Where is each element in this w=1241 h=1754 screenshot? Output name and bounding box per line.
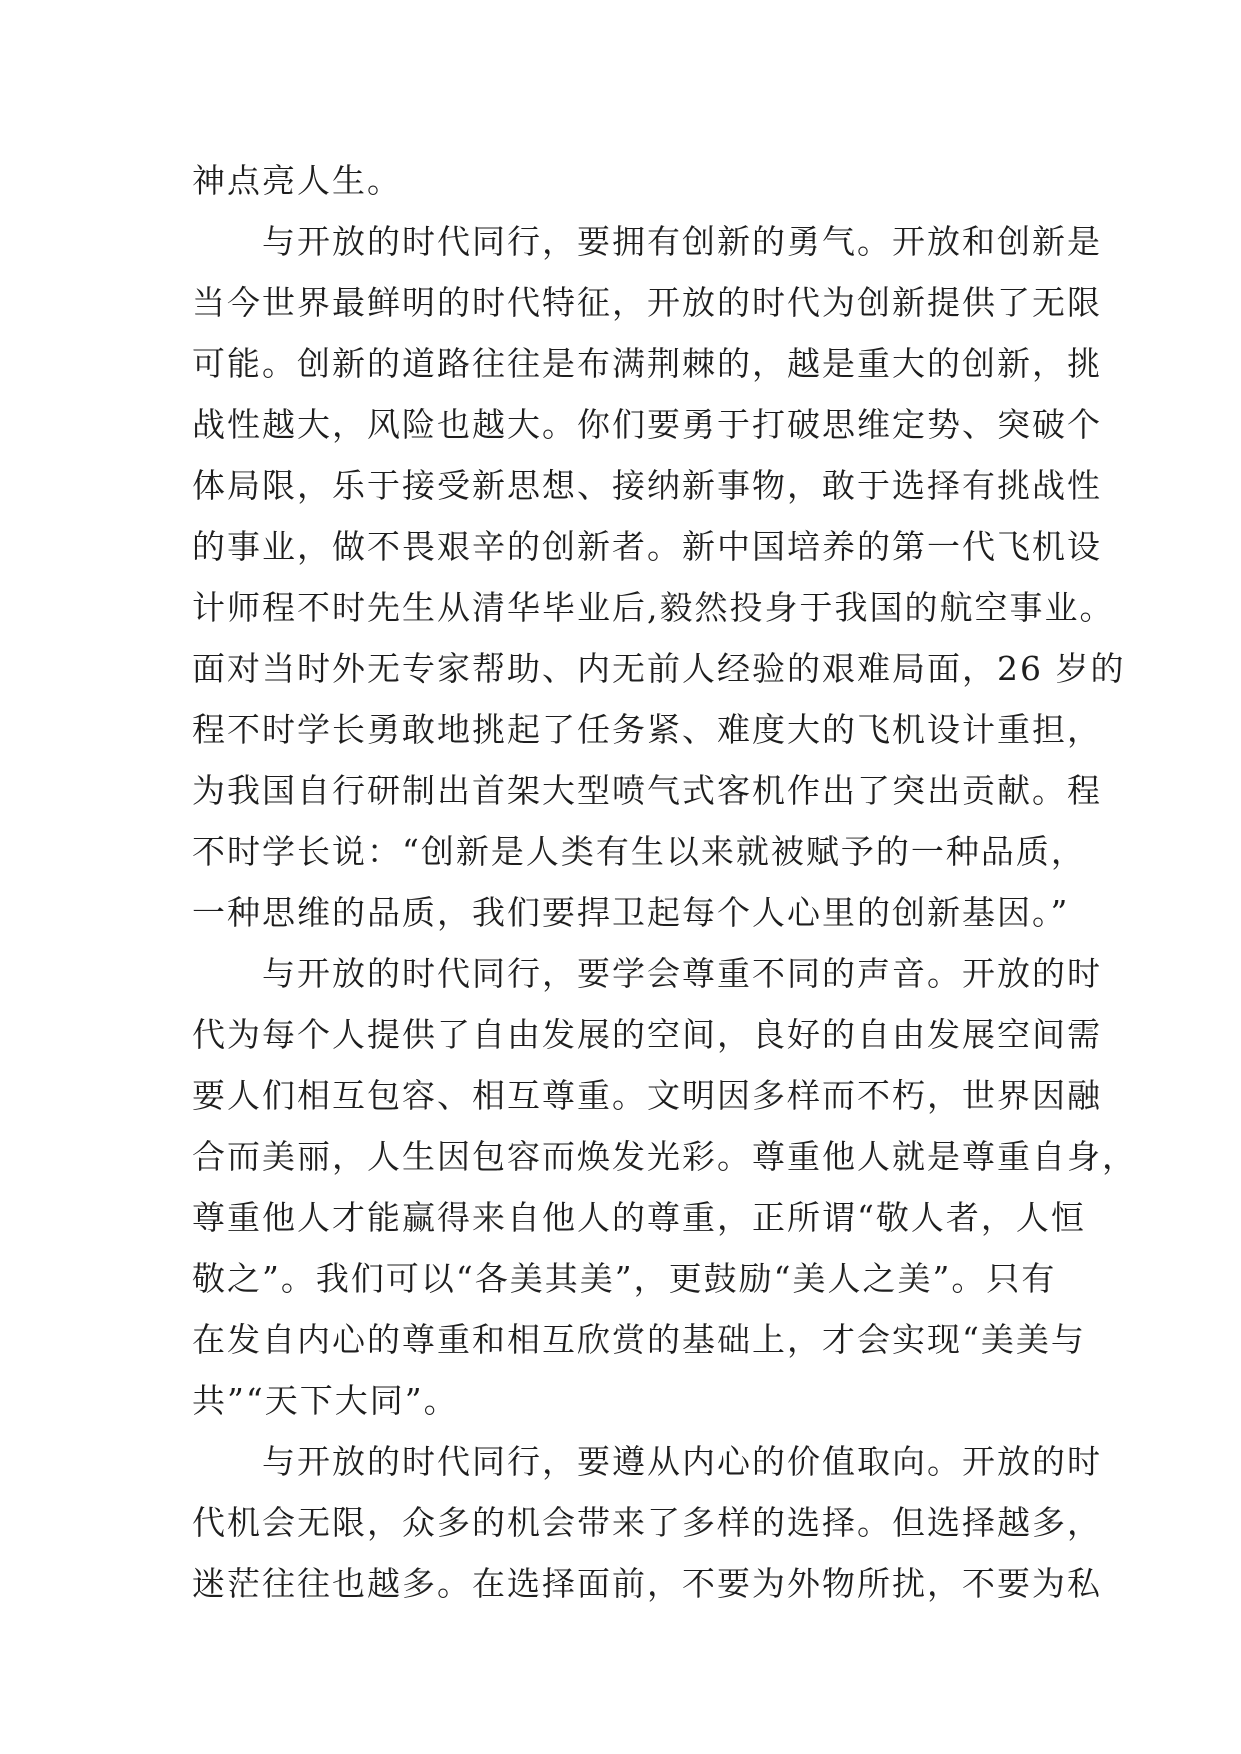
- text-line: 与开放的时代同行，要学会尊重不同的声音。开放的时: [262, 954, 1102, 993]
- text-line: 与开放的时代同行，要拥有创新的勇气。开放和创新是: [262, 222, 1102, 261]
- text-line: 神点亮人生。: [192, 161, 402, 200]
- text-line: 共”“天下大同”。: [192, 1381, 459, 1420]
- text-line: 当今世界最鲜明的时代特征，开放的时代为创新提供了无限: [192, 283, 1102, 322]
- text-line: 的事业，做不畏艰辛的创新者。新中国培养的第一代飞机设: [192, 527, 1102, 566]
- text-line: 为我国自行研制出首架大型喷气式客机作出了突出贡献。程: [192, 771, 1102, 810]
- text-line: 代机会无限，众多的机会带来了多样的选择。但选择越多，: [192, 1503, 1102, 1542]
- paragraph: [192, 162, 1072, 199]
- text-line: 与开放的时代同行，要遵从内心的价值取向。开放的时: [262, 1442, 1102, 1481]
- text-line: 迷茫往往也越多。在选择面前，不要为外物所扰，不要为私: [192, 1564, 1102, 1603]
- text-line: 面对当时外无专家帮助、内无前人经验的艰难局面，26 岁的: [192, 649, 1126, 688]
- text-line: 在发自内心的尊重和相互欣赏的基础上，才会实现“美美与: [192, 1320, 1086, 1359]
- text-line: 要人们相互包容、相互尊重。文明因多样而不朽，世界因融: [192, 1076, 1102, 1115]
- paragraph: [192, 1442, 1102, 1603]
- text-line: 战性越大，风险也越大。你们要勇于打破思维定势、突破个: [192, 405, 1102, 444]
- text-line: 体局限，乐于接受新思想、接纳新事物，敢于选择有挑战性: [192, 466, 1102, 505]
- text-line: 合而美丽，人生因包容而焕发光彩。尊重他人就是尊重自身，: [192, 1137, 1137, 1176]
- paragraph: [192, 954, 1137, 1420]
- body-text: [192, 161, 1137, 1603]
- text-line: 程不时学长勇敢地挑起了任务紧、难度大的飞机设计重担，: [192, 710, 1102, 749]
- text-line: 可能。创新的道路往往是布满荆棘的，越是重大的创新，挑: [192, 344, 1102, 383]
- text-line: 代为每个人提供了自由发展的空间，良好的自由发展空间需: [192, 1015, 1102, 1054]
- text-line: 一种思维的品质，我们要捍卫起每个人心里的创新基因。”: [192, 893, 1070, 932]
- text-line: 敬之”。我们可以“各美其美”，更鼓励“美人之美”。只有: [192, 1259, 1057, 1298]
- text-line: 计师程不时先生从清华毕业后,毅然投身于我国的航空事业。: [192, 588, 1115, 627]
- paragraph: [192, 222, 1126, 932]
- text-line: 不时学长说：“创新是人类有生以来就被赋予的一种品质，: [192, 832, 1086, 871]
- text-line: 尊重他人才能赢得来自他人的尊重，正所谓“敬人者，人恒: [192, 1198, 1086, 1237]
